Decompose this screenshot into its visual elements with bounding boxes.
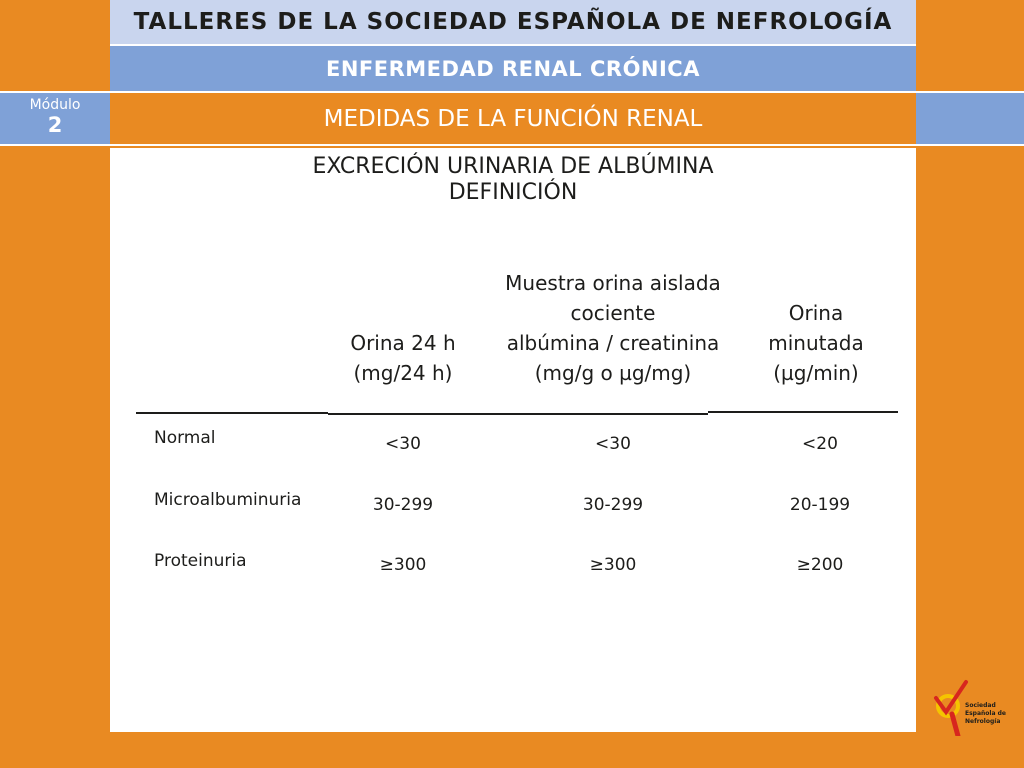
table-cell: 30-299: [372, 495, 434, 515]
row-label-microalbuminuria: Microalbuminuria: [154, 490, 302, 510]
column-header-24h-line1: Orina 24 h: [350, 331, 456, 355]
slide-title-line1: EXCRECIÓN URINARIA DE ALBÚMINA: [312, 154, 714, 179]
module-number: 2: [47, 113, 63, 137]
column-header-24h-line2: (mg/24 h): [353, 361, 453, 385]
section-title: MEDIDAS DE LA FUNCIÓN RENAL: [323, 105, 703, 132]
module-label: Módulo: [29, 97, 81, 113]
table-cell: 30-299: [582, 495, 644, 515]
column-header-timed-line3: (µg/min): [773, 361, 859, 385]
logo-text-line3: Nefrología: [965, 718, 1001, 725]
slide-title: [110, 154, 916, 206]
row-label-normal: Normal: [154, 428, 216, 448]
column-header-timed-line2: minutada: [768, 331, 864, 355]
right-side-box: [916, 91, 1024, 146]
column-header-spot-line4: (mg/g o µg/mg): [534, 361, 692, 385]
header-title: TALLERES DE LA SOCIEDAD ESPAÑOLA DE NEFROLOGÍA: [133, 9, 893, 35]
table-cell: ≥300: [379, 555, 427, 575]
slide-content: [110, 148, 916, 732]
table-cell: <20: [802, 434, 838, 454]
table-cell: <30: [385, 434, 421, 454]
table-rule-segment: [328, 413, 708, 415]
table-rule-segment: [136, 412, 328, 414]
module-badge: [0, 91, 110, 146]
header-subtitle-band: [110, 46, 916, 91]
column-header-spot-line3: albúmina / creatinina: [506, 331, 720, 355]
logo-text-line1: Sociedad: [965, 702, 996, 709]
header-subtitle: ENFERMEDAD RENAL CRÓNICA: [326, 56, 700, 81]
table-rule-segment: [708, 411, 898, 413]
column-header-timed: [740, 298, 892, 388]
table-cell: <30: [595, 434, 631, 454]
table-cell: 20-199: [789, 495, 851, 515]
logo-stem: [952, 714, 958, 736]
table-cell: ≥300: [589, 555, 637, 575]
header-title-band: [110, 0, 916, 46]
society-logo-text: [965, 702, 1006, 726]
row-label-proteinuria: Proteinuria: [154, 551, 247, 571]
column-header-timed-line1: Orina: [788, 301, 844, 325]
column-header-spot-sample: [482, 268, 744, 388]
logo-text-line2: Española de: [965, 710, 1006, 717]
table-cell: ≥200: [796, 555, 844, 575]
column-header-24h: [323, 328, 483, 388]
column-header-spot-line1: Muestra orina aislada: [505, 271, 721, 295]
section-band: [110, 91, 916, 146]
column-header-spot-line2: cociente: [570, 301, 656, 325]
slide-title-line2: DEFINICIÓN: [448, 180, 578, 205]
